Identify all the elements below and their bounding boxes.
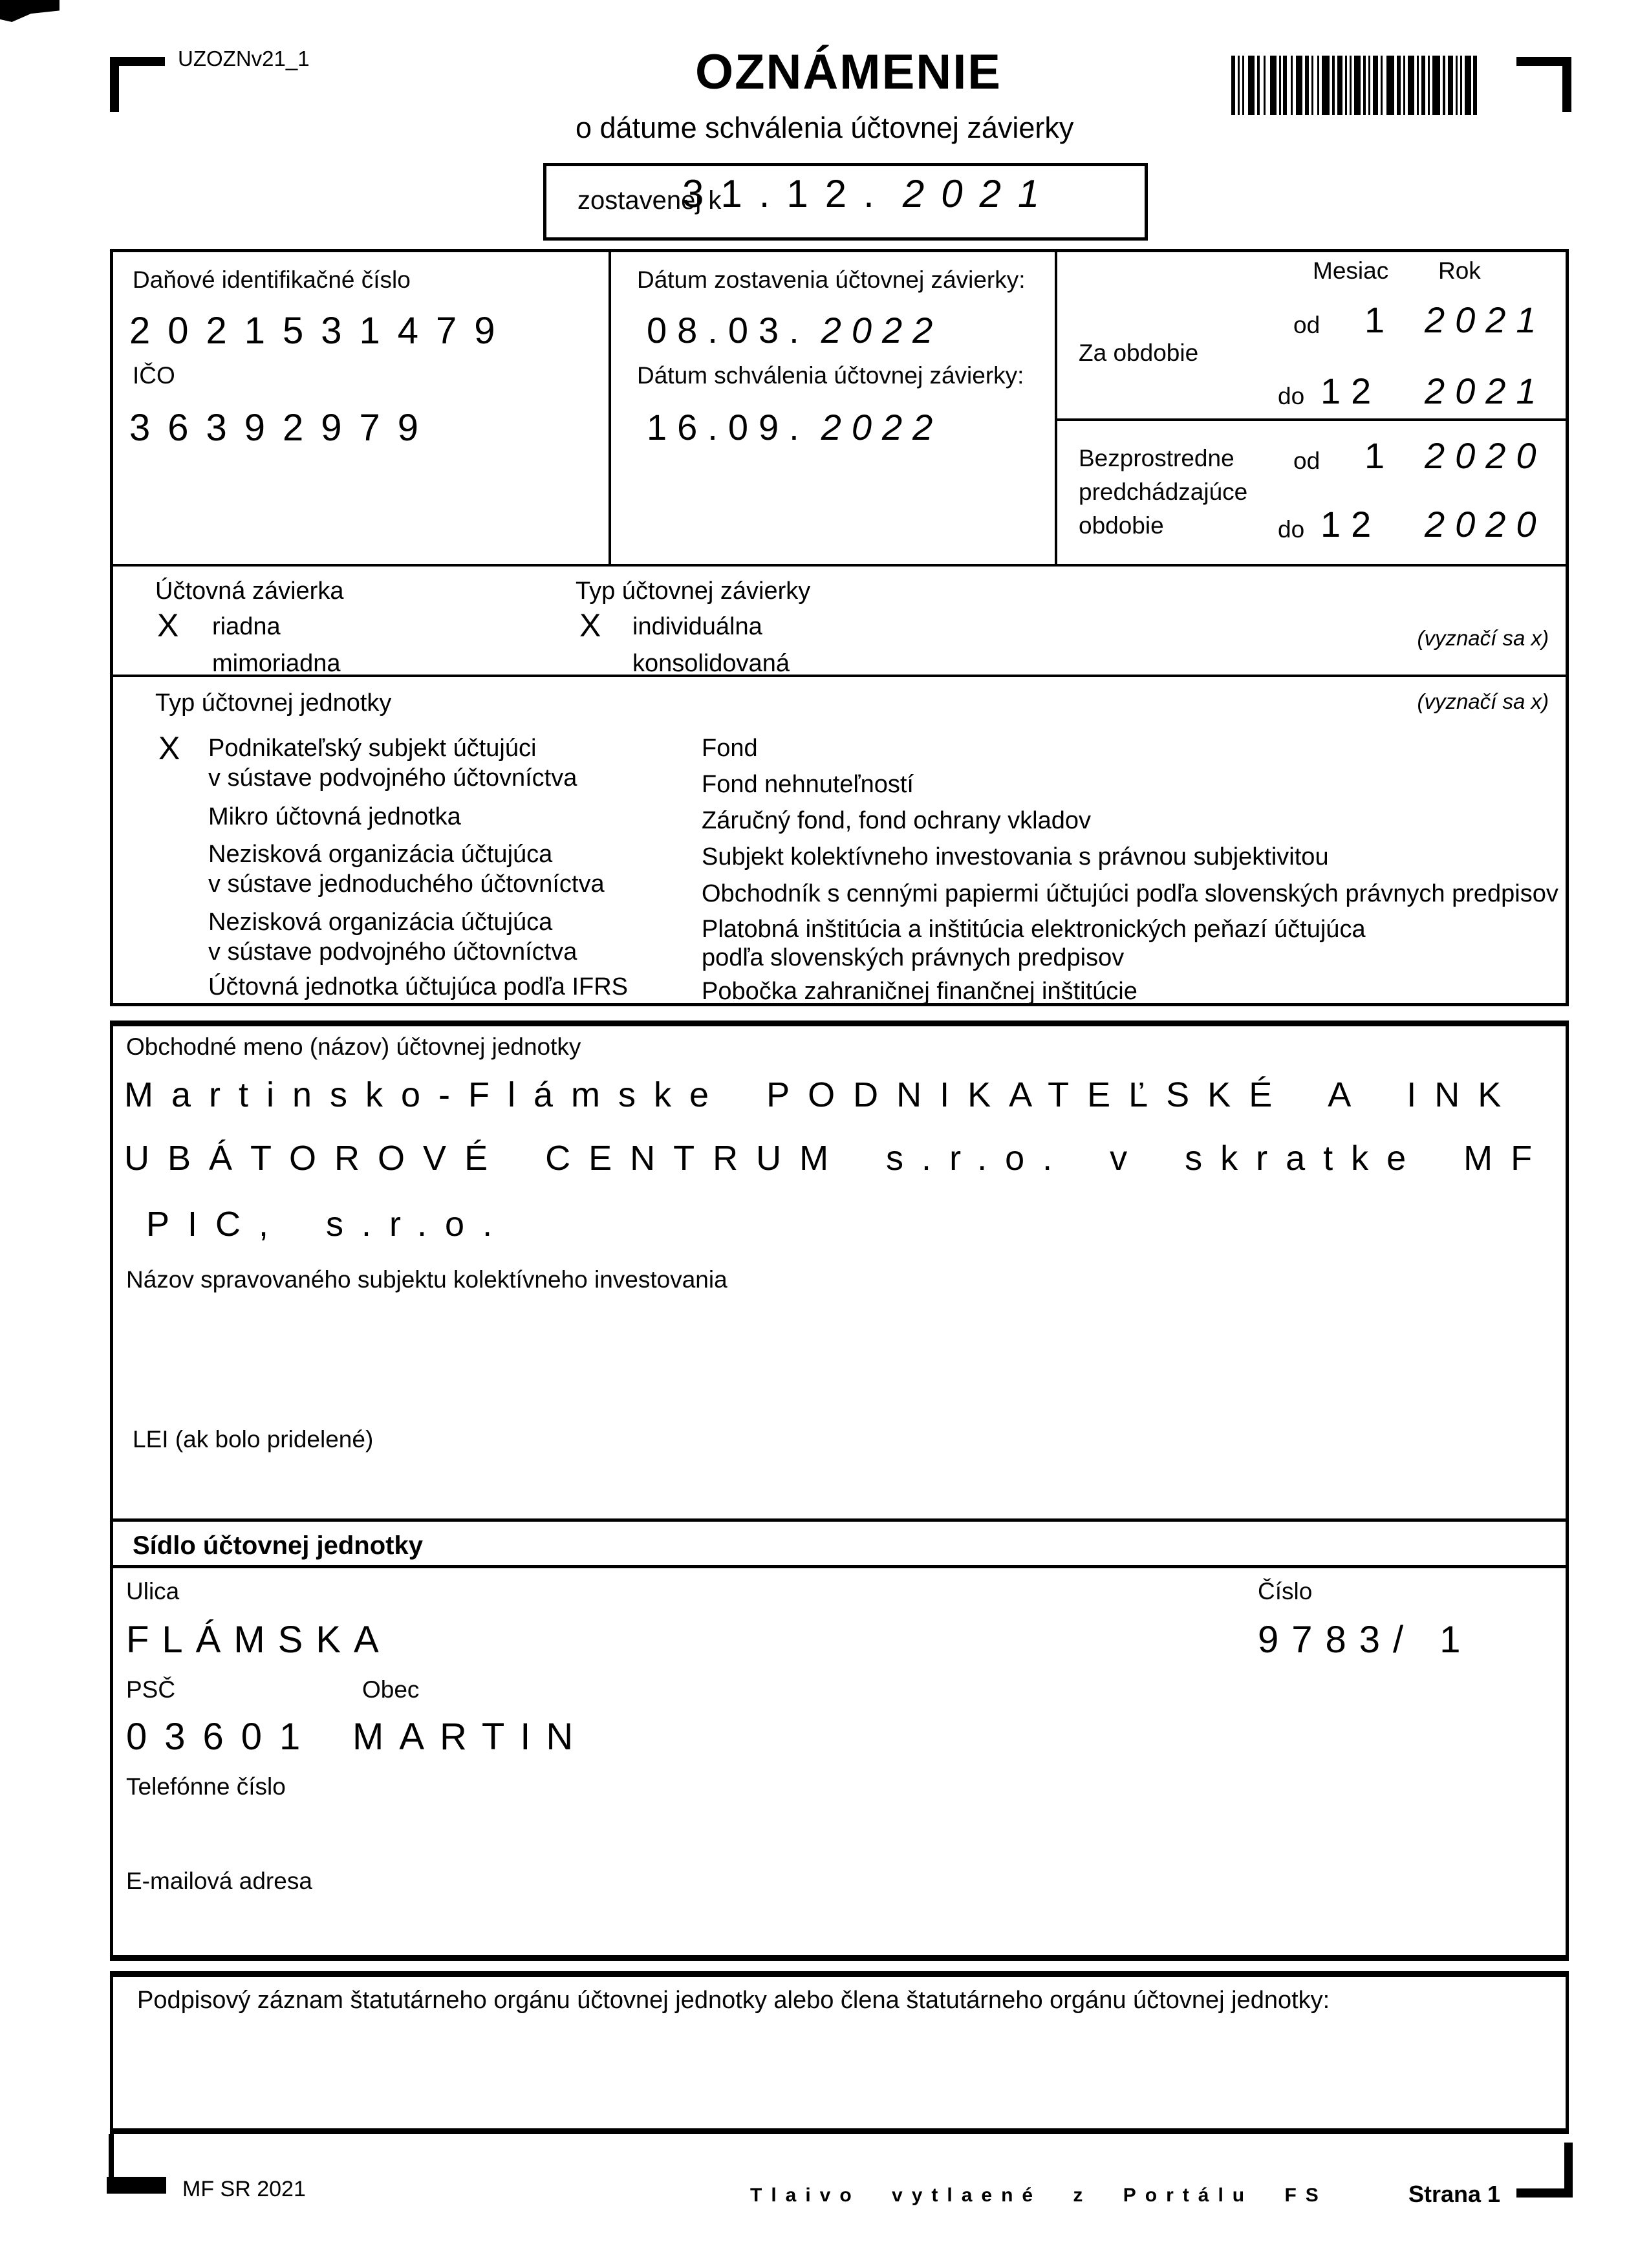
number-label: Číslo (1258, 1578, 1313, 1604)
unit-type-option: v sústave podvojného účtovníctva (208, 764, 577, 792)
unit-type-option: Subjekt kolektívneho investovania s právnou subjektivitou (702, 843, 1329, 870)
barcode-icon (1231, 56, 1477, 115)
compiled-as-of-label: zostavenej k (577, 186, 722, 215)
zavierka-mimoriadna-label: mimoriadna (212, 650, 341, 677)
period-current-to-year: 2021 (1425, 371, 1547, 411)
period-current-label: Za obdobie (1079, 340, 1199, 366)
period-previous-od-label: od (1293, 448, 1320, 474)
dic-value: 2021531479 (129, 310, 513, 352)
divider (110, 1518, 1569, 1522)
page-title: OZNÁMENIE (695, 45, 1002, 100)
date-approved-year: 2022 (821, 407, 943, 448)
zavierka-individualna-checkbox: X (579, 607, 601, 643)
period-previous-to-year: 2020 (1425, 504, 1547, 545)
period-previous-from-month: 1 (1364, 435, 1396, 476)
footer-print-note: Tlaivo vytlaené z Portálu FS (750, 2185, 1328, 2206)
unit-type-option: Fond nehnuteľností (702, 771, 914, 798)
form-code: UZOZNv21_1 (178, 47, 310, 70)
unit-type-option: Pobočka zahraničnej finančnej inštitúcie (702, 978, 1137, 1005)
unit-type-option: Nezisková organizácia účtujúca (208, 909, 553, 936)
unit-type-option: Mikro účtovná jednotka (208, 803, 461, 830)
unit-type-title: Typ účtovnej jednotky (155, 689, 392, 717)
dic-label: Daňové identifikačné číslo (133, 266, 411, 293)
unit-type-checkbox: X (158, 730, 180, 766)
unit-type-option: podľa slovenských právnych predpisov (702, 944, 1125, 971)
divider (110, 1565, 1569, 1568)
month-col-label: Mesiac (1313, 257, 1389, 284)
city-label: Obec (362, 1676, 420, 1703)
period-previous-to-month: 12 (1320, 504, 1382, 545)
unit-type-option: Obchodník s cennými papiermi účtujúci podľa slovenských právnych predpisov (702, 880, 1558, 907)
signature-label: Podpisový záznam štatutárneho orgánu účtovnej jednotky alebo člena štatutárneho orgánu účtovnej jednotky: (137, 1987, 1330, 2014)
period-current-od-label: od (1293, 312, 1320, 338)
phone-label: Telefónne číslo (126, 1773, 286, 1800)
date-compiled-year: 2022 (821, 310, 943, 351)
ico-label: IČO (133, 362, 175, 389)
footer-form-source: MF SR 2021 (182, 2177, 306, 2201)
divider (1055, 418, 1569, 421)
entity-name-label: Obchodné meno (názov) účtovnej jednotky (126, 1033, 581, 1060)
page-subtitle: o dátume schválenia účtovnej závierky (576, 111, 1074, 144)
period-previous-do-label: do (1278, 516, 1305, 543)
email-label: E-mailová adresa (126, 1868, 312, 1894)
date-compiled-label: Dátum zostavenia účtovnej závierky: (637, 266, 1026, 293)
number-value: 9783/ 1 (1258, 1619, 1474, 1661)
date-approved-label: Dátum schválenia účtovnej závierky: (637, 362, 1024, 389)
period-current-from-year: 2021 (1425, 299, 1547, 340)
unit-type-option: v sústave podvojného účtovníctva (208, 938, 577, 966)
ico-value: 36392979 (129, 407, 436, 449)
zavierka-riadna-label: riadna (212, 613, 281, 640)
entity-name-line: UBÁTOROVÉ CENTRUM s.r.o. v skratke MF (124, 1139, 1551, 1178)
unit-type-option: Platobná inštitúcia a inštitúcia elektronických peňazí účtujúca (702, 916, 1366, 943)
period-current-to-month: 12 (1320, 371, 1382, 411)
footer-page-number: Strana 1 (1408, 2181, 1501, 2207)
zip-label: PSČ (126, 1676, 176, 1703)
compiled-as-of-date: 31.12. 2021 (682, 172, 1057, 215)
street-label: Ulica (126, 1578, 180, 1604)
period-previous-label-2: predchádzajúce (1079, 479, 1248, 505)
period-current-do-label: do (1278, 383, 1305, 409)
year-col-label: Rok (1438, 257, 1481, 284)
divider (609, 249, 611, 564)
zavierka-individualna-label: individuálna (632, 613, 762, 640)
date-approved-value: 16.09. 2022 (647, 407, 943, 448)
period-previous-label-3: obdobie (1079, 512, 1164, 539)
zip-value: 03601 (126, 1716, 318, 1758)
street-value: FLÁMSKA (126, 1619, 392, 1661)
managed-subject-label: Názov spravovaného subjektu kolektívneho investovania (126, 1266, 727, 1293)
lei-label: LEI (ak bolo pridelené) (133, 1426, 374, 1453)
unit-type-option: Nezisková organizácia účtujúca (208, 841, 553, 868)
entity-name-line: PIC, s.r.o. (146, 1205, 511, 1244)
unit-type-option: Účtovná jednotka účtujúca podľa IFRS (208, 973, 629, 1000)
zavierka-konsolidovana-label: konsolidovaná (632, 650, 790, 677)
entity-name-line: Martinsko-Flámske PODNIKATEĽSKÉ A INK (124, 1075, 1520, 1114)
mark-with-x-note: (vyznačí sa x) (1417, 689, 1549, 713)
period-previous-label-1: Bezprostredne (1079, 445, 1234, 471)
unit-type-option: Podnikateľský subjekt účtujúci (208, 735, 537, 762)
divider (1055, 249, 1057, 564)
zavierka-title: Účtovná závierka (155, 578, 344, 605)
period-current-from-month: 1 (1364, 299, 1396, 340)
mark-with-x-note: (vyznačí sa x) (1417, 626, 1549, 650)
zavierka-riadna-checkbox: X (157, 607, 179, 643)
compiled-as-of-year: 2021 (902, 172, 1057, 215)
unit-type-option: Fond (702, 735, 758, 762)
unit-type-option: v sústave jednoduchého účtovníctva (208, 870, 605, 898)
address-section-title: Sídlo účtovnej jednotky (133, 1531, 423, 1560)
divider (110, 564, 1569, 567)
period-previous-from-year: 2020 (1425, 435, 1547, 476)
scan-artifact (0, 0, 59, 22)
city-value: MARTIN (352, 1716, 589, 1758)
zavierka-typ-title: Typ účtovnej závierky (576, 578, 811, 605)
unit-type-option: Záručný fond, fond ochrany vkladov (702, 807, 1092, 834)
date-compiled-value: 08.03. 2022 (647, 310, 943, 351)
